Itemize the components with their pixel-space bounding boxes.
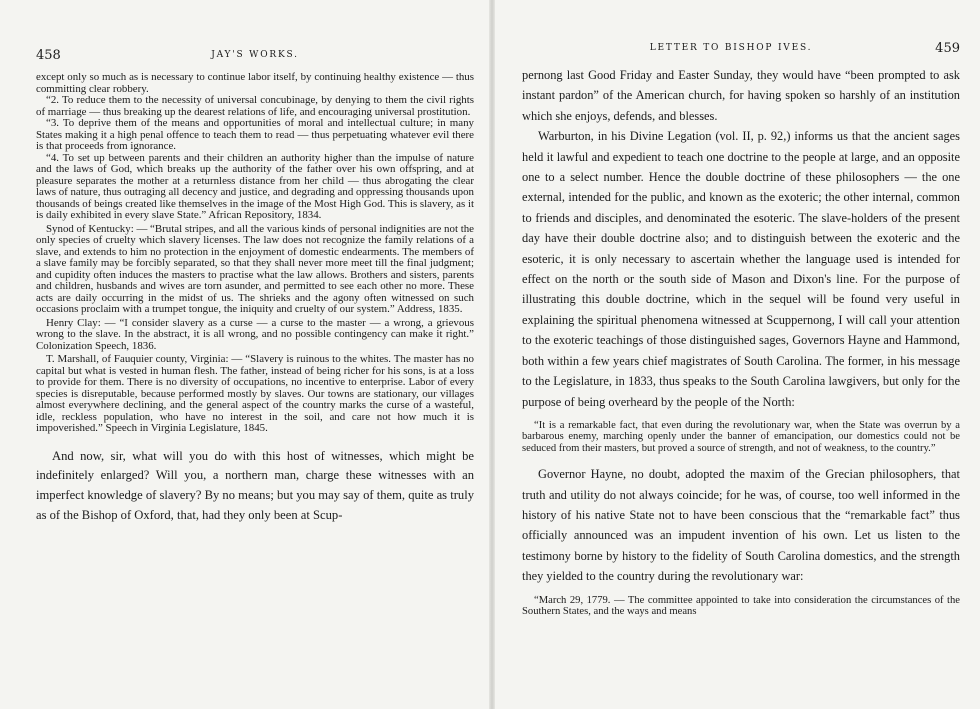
left-paragraph-marshall: T. Marshall, of Fauquier county, Virginia: — “Slavery is ruinous to the whites. The master has no capital but what is vested in human flesh. The father, instead of being richer for his sons, is at a loss to provide for them. There is no diversity of occupations, no incentive to enterprise. Labor of every species is disreputable, because performed mostly by slaves. Our towns are stationary, our villages almost everywhere declining, and the general aspect of the country marks the curse of a wasteful, idle, reckless population, who have no interest in the soil, and care not how much it is impoverished.” Speech in Virginia Legislature, 1845. [36,353,474,434]
right-body-text-2 [522,464,960,586]
left-paragraph-2: “2. To reduce them to the necessity of universal concubinage, by denying to them the civil rights of marriage — thus breaking up the dearest relations of life, and encouraging universal prostitution. [36,94,474,118]
right-running-head: LETTER TO BISHOP IVES. [649,43,813,53]
left-paragraph-synod: Synod of Kentucky: — “Brutal stripes, and all the various kinds of personal indignities are not the only species of cruelty which slavery licenses. The law does not recognize the family relations of a slave, and extends to him no protection in the enjoyment of domestic endearments. The members of a slave family may be forcibly separated, so that they shall never more meet till the final judgment; and cupidity often induces the masters to practise what the law allows. Brothers and sisters, parents and children, husbands and wives are torn asunder, and permitted to see each other no more. These acts are daily occurring in the midst of us. The shrieks and the agony often witnessed on such occasions proclaim with a trumpet tongue, the iniquity and cruelty of our system.” Address, 1835. [36,222,474,315]
left-body-text [36,447,474,526]
left-paragraph-1: except only so much as is necessary to continue labor itself, by continuing healthy existence — thus committing clear robbery. [36,71,474,95]
right-page-number: 459 [935,41,960,56]
left-running-head: JAY'S WORKS. [211,50,299,60]
left-page-header [36,48,474,66]
left-paragraph-clay: Henry Clay: — “I consider slavery as a curse — a curse to the master — a wrong, a grievous wrong to the slave. In the abstract, it is all wrong, and no possible contingency can make it right.” Colonization Speech, 1836. [36,316,474,352]
left-paragraph-witnesses: And now, sir, what will you do with this host of witnesses, which might be indefinitely enlarged? Will you, a northern man, charge these witnesses with an imperfect knowledge of slavery? By no means; but you may say of them, quite as truly as of the Bishop of Oxford, that, had they only been at Scup- [36,448,474,522]
right-paragraph-governor: Governor Hayne, no doubt, adopted the maxim of the Grecian philosophers, that truth and utility do not always coincide; for he was, of course, too well informed in the history of his native State not to have been conscious that the “remarkable fact” thus officially announced was an impudent invention of his own. Let us listen to the testimony borne by history to the fidelity of South Carolina domestics, and the strength they yielded to the country during the revolutionary war: [522,467,960,584]
right-quote-hayne [522,420,960,454]
right-page-header [522,41,960,59]
right-paragraph-1: pernong last Good Friday and Easter Sunday, they would have “been prompted to ask instant pardon” of the American church, for having spoken so harshly of an institution which she enjoys, defends, and blesses. [522,68,960,123]
right-page [492,0,980,709]
left-paragraph-3: “3. To deprive them of the means and opportunities of moral and intellectual culture; in many States making it a high penal offence to teach them to read — thus perpetuating whatever evil there is that proceeds from ignorance. [36,117,474,152]
right-quote-text: “It is a remarkable fact, that even during the revolutionary war, when the State was overrun by a barbarous enemy, marching openly under the banner of emancipation, our domestics could not be seduced from their masters, but proved a source of strength, and not of weakness, to the country.” [522,419,960,454]
right-paragraph-warburton: Warburton, in his Divine Legation (vol. II, p. 92,) informs us that the ancient sages held it lawful and expedient to teach one doctrine to the people at large, and an opposite one to a select number. Hence the double doctrine of these philosophers — the one external, intended for the public, and known as the exoteric; the other internal, common to friends and disciples, and denominated the esoteric. The slave-holders of the present day have their double doctrine also; and to distinguish between the exoteric and the esoteric, it is only necessary to ascertain whether the language used is intended for effect on the north or the south side of Mason and Dixon's line. For the purpose of illustrating this double doctrine, which in the sequel will be found very useful in explaining the spiritual phenomena witnessed at Scuppernong, I will call your attention to the exoteric teachings of those distinguished sages, Governors Hayne and Hammond, both within a few years chief magistrates of South Carolina. The former, in his message to the Legislature, in 1833, thus speaks to the South Carolina lawgivers, but only for the purpose of being overheard by the people of the North: [522,129,960,409]
right-body-text [522,65,960,412]
right-quote-committee [522,595,960,618]
left-paragraph-4: “4. To set up between parents and their children an authority higher than the impulse of nature and the laws of God, which breaks up the authority of the father over his own offspring, and at pleasure separates the mother at a returnless distance from her child — thus abrogating the clear laws of nature, thus outraging all decency and justice, and degrading and oppressing thousands upon thousands of beings created like themselves in the image of the Most High God. This is slavery, as it is daily exhibited in every slave State.” African Repository, 1834. [36,151,474,221]
left-page-number: 458 [36,48,61,63]
left-small-text-block [36,72,474,435]
right-quote-march: “March 29, 1779. — The committee appointed to take into consideration the circumstances of the Southern States, and the ways and means [522,594,960,617]
